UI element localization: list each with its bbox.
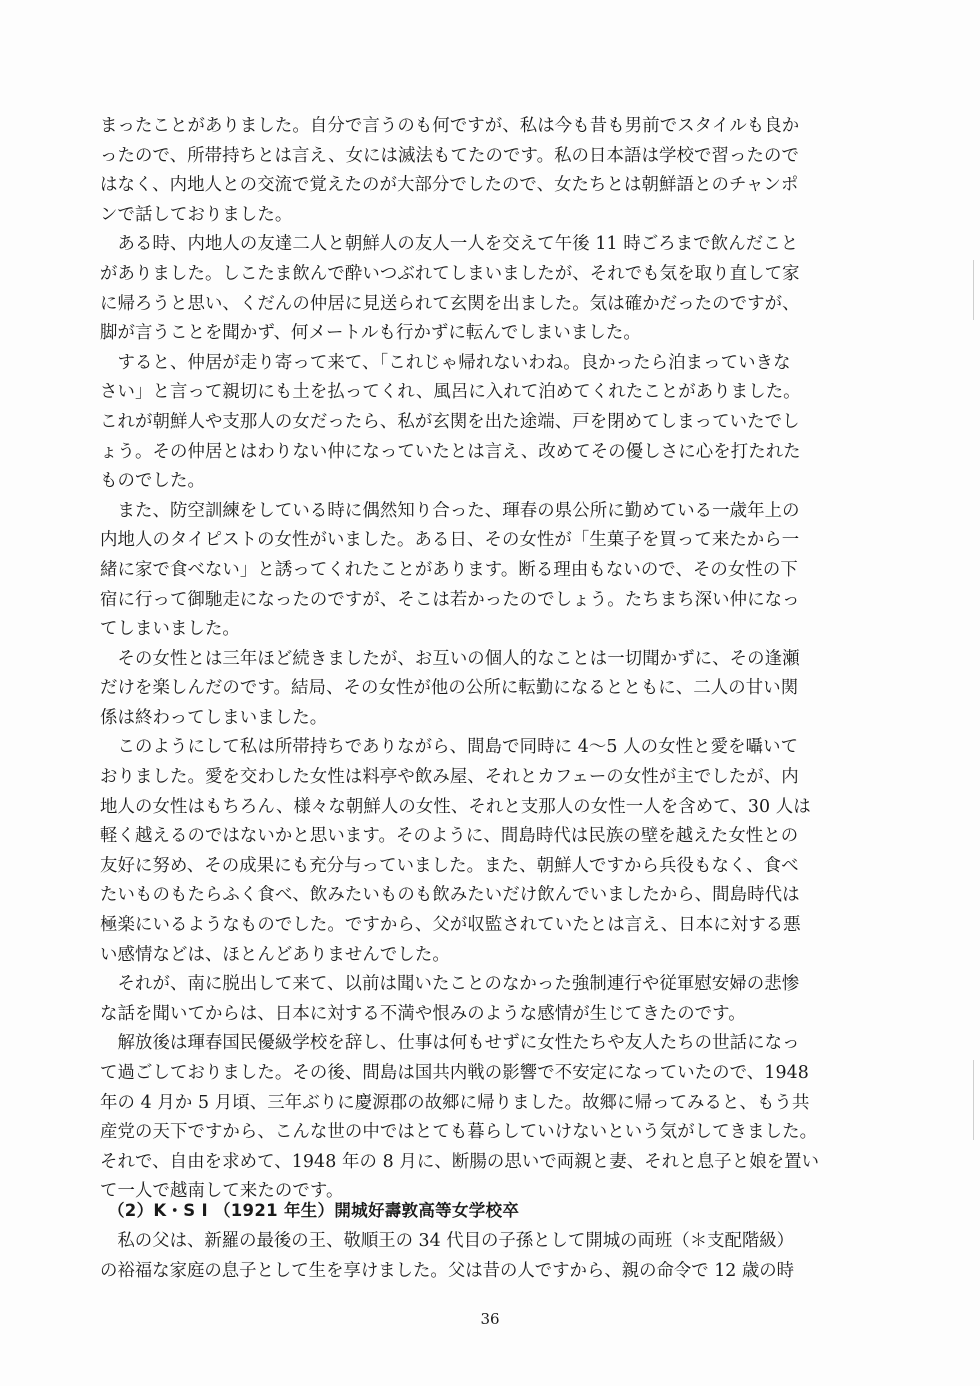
text-line: 私の父は、新羅の最後の王、敬順王の 34 代目の子孫として開城の両班（＊支配階級）	[100, 1231, 795, 1251]
text-line: ンで話しておりました。	[100, 204, 293, 225]
text-line: それで、自由を求めて、1948 年の 8 月に、断腸の思いで両親と妻、それと息子と娘を置い	[100, 1151, 820, 1172]
text-line: ったので、所帯持ちとは言え、女には滅法もてたのです。私の日本語は学校で習ったので	[100, 145, 799, 166]
text-line: 地人の女性はもちろん、様々な朝鮮人の女性、それと支那人の女性一人を含めて、30 人は	[100, 796, 811, 817]
text-line: その女性とは三年ほど続きましたが、お互いの個人的なことは一切聞かずに、その逢瀬	[100, 648, 800, 669]
text-line: 緒に家で食べない」と誘ってくれたことがあります。断る理由もないので、その女性の下	[100, 559, 798, 580]
text-line: はなく、内地人との交流で覚えたのが大部分でしたので、女たちとは朝鮮語とのチャンポ	[100, 175, 799, 196]
text-line: また、防空訓練をしている時に偶然知り合った、琿春の県公所に勤めている一歳年上の	[100, 500, 800, 521]
text-line: 内地人のタイピストの女性がいました。ある日、その女性が「生菓子を買って来たから一	[100, 530, 800, 551]
text-line: て一人で越南して来たのです。	[100, 1181, 344, 1202]
text-line: 係は終わってしまいました。	[100, 707, 328, 728]
text-line: まったことがありました。自分で言うのも何ですが、私は今も昔も男前でスタイルも良か	[100, 116, 800, 136]
text-line: な話を聞いてからは、日本に対する不満や恨みのような感情が生じてきたのです。	[100, 1003, 746, 1024]
page-number: 36	[480, 1310, 500, 1328]
text-line: い感情などは、ほとんどありませんでした。	[100, 944, 450, 965]
text-line: ある時、内地人の友達二人と朝鮮人の友人一人を交えて午後 11 時ごろまで飲んだこと	[100, 234, 799, 255]
text-line: 脚が言うことを聞かず、何メートルも行かずに転んでしまいました。	[100, 323, 641, 344]
text-line: ものでした。	[100, 471, 205, 492]
text-line: 軽く越えるのではないかと思います。そのように、間島時代は民族の壁を越えた女性との	[100, 826, 799, 847]
text-line: それが、南に脱出して来て、以前は聞いたことのなかった強制連行や従軍慰安婦の悲惨	[100, 974, 800, 995]
text-line: ょう。その仲居とはわりない仲になっていたとは言え、改めてその優しさに心を打たれた	[100, 441, 801, 462]
body-text	[100, 112, 842, 1207]
text-line: これが朝鮮人や支那人の女だったら、私が玄関を出た途端、戸を閉めてしまっていたでし	[100, 411, 800, 432]
section-text	[100, 1227, 842, 1286]
text-line: すると、仲居が走り寄って来て、「これじゃ帰れないわね。良かったら泊まっていきな	[100, 352, 791, 373]
text-line: がありました。しこたま飲んで酔いつぶれてしまいましたが、それでも気を取り直して家	[100, 263, 800, 284]
text-line: に帰ろうと思い、くだんの仲居に見送られて玄関を出ました。気は確かだったのですが、	[100, 293, 800, 314]
text-line: だけを楽しんだのです。結局、その女性が他の公所に転勤になるとともに、二人の甘い関	[100, 678, 799, 699]
section-heading: （2）K・S I （1921 年生）開城好壽敦高等女学校卒	[108, 1201, 520, 1220]
text-line: おりました。愛を交わした女性は料亭や飲み屋、それとカフェーの女性が主でしたが、内	[100, 767, 799, 788]
text-line: 極楽にいるようなものでした。ですから、父が収監されていたとは言え、日本に対する悪	[100, 915, 801, 936]
text-line: てしまいました。	[100, 619, 240, 640]
text-line: 友好に努め、その成果にも充分与っていました。また、朝鮮人ですから兵役もなく、食べ	[100, 855, 799, 876]
text-line: たいものもたらふく食べ、飲みたいものも飲みたいだけ飲んでいましたから、間島時代は	[100, 885, 800, 906]
text-line: 宿に行って御馳走になったのですが、そこは若かったのでしょう。たちまち深い仲になっ	[100, 589, 800, 610]
text-line: さい」と言って親切にも土を払ってくれ、風呂に入れて泊めてくれたことがありました。	[100, 382, 801, 403]
scan-edge-mark	[973, 1060, 974, 1140]
text-line: このようにして私は所帯持ちでありながら、間島で同時に 4〜5 人の女性と愛を囁いて	[100, 737, 799, 758]
text-line: 産党の天下ですから、こんな世の中ではとても暮らしていけないという気がしてきました。	[100, 1122, 818, 1143]
scan-edge-mark	[973, 260, 974, 320]
text-line: 解放後は琿春国民優級学校を辞し、仕事は何もせずに女性たちや友人たちの世話になっ	[100, 1033, 800, 1054]
text-line: の裕福な家庭の息子として生を享けました。父は昔の人ですから、親の命令で 12 歳の時	[100, 1260, 795, 1281]
text-line: 年の 4 月か 5 月頃、三年ぶりに慶源郡の故郷に帰りました。故郷に帰ってみると、もう共	[100, 1092, 810, 1113]
text-line: て過ごしておりました。その後、間島は国共内戦の影響で不安定になっていたので、1948	[100, 1063, 809, 1083]
